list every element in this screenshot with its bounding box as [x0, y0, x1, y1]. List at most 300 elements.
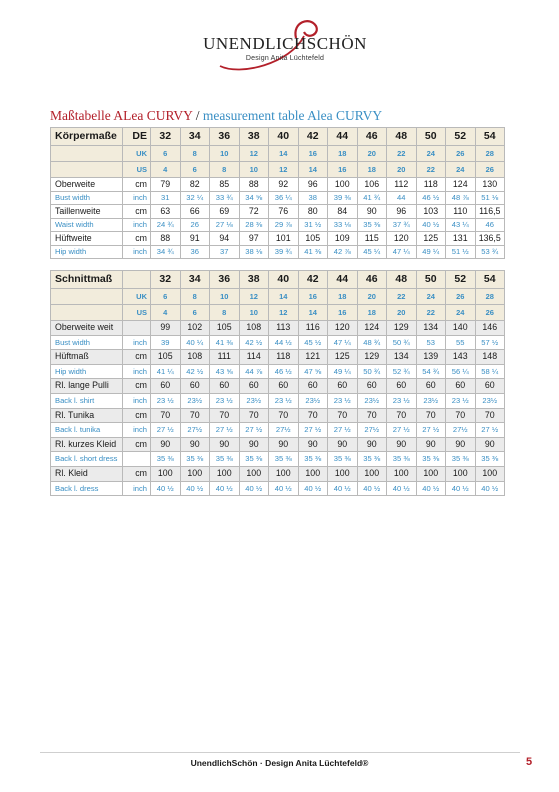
- table-cell: 46: [357, 271, 387, 289]
- table-cell: 41 ⅜: [210, 335, 240, 350]
- table-cell: 100: [298, 466, 328, 481]
- row-unit: inch: [123, 245, 151, 259]
- table-cell: 38: [239, 128, 269, 146]
- table-cell: 34 ¾: [151, 245, 181, 259]
- table-cell: 26: [475, 305, 505, 321]
- table-cell: 43 ¼: [446, 218, 476, 232]
- table-cell: 114: [239, 350, 269, 365]
- table-cell: 48: [387, 271, 417, 289]
- row-label: Hip width: [51, 364, 123, 379]
- table-cell: 57 ½: [475, 335, 505, 350]
- row-unit: [123, 271, 151, 289]
- table-cell: 70: [357, 408, 387, 423]
- row-label: Körpermaße: [51, 128, 123, 146]
- table-row: [51, 191, 505, 205]
- table-cell: 90: [446, 437, 476, 452]
- table-header-row: [51, 289, 505, 305]
- table-cell: 10: [210, 146, 240, 162]
- table-cell: 23½: [239, 393, 269, 408]
- table-cell: 40: [269, 128, 299, 146]
- table-cell: 22: [416, 162, 446, 178]
- table-cell: 35 ⅜: [387, 452, 417, 467]
- table-cell: 51 ½: [446, 245, 476, 259]
- table-cell: 70: [298, 408, 328, 423]
- table-cell: 39: [151, 335, 181, 350]
- table-cell: 100: [387, 466, 417, 481]
- table-cell: 41 ¼: [151, 364, 181, 379]
- page-title: [50, 108, 382, 124]
- row-label: Back l. dress: [51, 481, 123, 496]
- table-cell: 23½: [298, 393, 328, 408]
- row-unit: inch: [123, 481, 151, 496]
- table-row: [51, 481, 505, 496]
- table-cell: 118: [416, 178, 446, 192]
- table-cell: 40 ½: [151, 481, 181, 496]
- table-row: [51, 350, 505, 365]
- table-cell: 100: [180, 466, 210, 481]
- table-cell: 52 ¾: [387, 364, 417, 379]
- table-cell: 60: [239, 379, 269, 394]
- table-cell: 60: [416, 379, 446, 394]
- table-cell: 56 ¼: [446, 364, 476, 379]
- table-cell: 70: [269, 408, 299, 423]
- table-cell: 40 ½: [239, 481, 269, 496]
- table-cell: 120: [328, 321, 358, 336]
- table-cell: 14: [269, 146, 299, 162]
- table-cell: 70: [210, 408, 240, 423]
- table-cell: 90: [387, 437, 417, 452]
- row-label: [51, 289, 123, 305]
- table-cell: 23½: [475, 393, 505, 408]
- table-cell: 27 ⅛: [210, 218, 240, 232]
- row-unit: inch: [123, 335, 151, 350]
- table-cell: 12: [239, 289, 269, 305]
- table-cell: 18: [328, 146, 358, 162]
- table-cell: 91: [180, 232, 210, 246]
- table-cell: 148: [475, 350, 505, 365]
- title-english: measurement table Alea CURVY: [202, 108, 383, 123]
- table-cell: 90: [210, 437, 240, 452]
- table-cell: 4: [151, 162, 181, 178]
- table-cell: 60: [387, 379, 417, 394]
- table-cell: 10: [239, 162, 269, 178]
- table-cell: 40 ½: [446, 481, 476, 496]
- table-cell: 134: [387, 350, 417, 365]
- table-cell: 90: [357, 437, 387, 452]
- row-label: Oberweite: [51, 178, 123, 192]
- table-cell: 24: [446, 162, 476, 178]
- table-cell: 35 ⅜: [210, 452, 240, 467]
- table-cell: 88: [151, 232, 181, 246]
- table-cell: 16: [298, 289, 328, 305]
- table-cell: 143: [446, 350, 476, 365]
- row-label: Bust width: [51, 191, 123, 205]
- row-label: Back l. short dress: [51, 452, 123, 467]
- table-cell: 55: [446, 335, 476, 350]
- table-cell: 35 ⅜: [357, 452, 387, 467]
- table-cell: 23 ½: [446, 393, 476, 408]
- table-cell: 24 ¾: [151, 218, 181, 232]
- page-number: 5: [526, 756, 533, 768]
- table-cell: 88: [239, 178, 269, 192]
- table-cell: 40 ½: [387, 481, 417, 496]
- row-unit: UK: [123, 289, 151, 305]
- table-cell: 27 ½: [151, 423, 181, 438]
- table-cell: 99: [151, 321, 181, 336]
- table-cell: 4: [151, 305, 181, 321]
- table-cell: 44: [387, 191, 417, 205]
- table-cell: 42: [298, 271, 328, 289]
- table-cell: 46: [475, 218, 505, 232]
- table-cell: 22: [387, 146, 417, 162]
- table-cell: 69: [210, 205, 240, 219]
- row-unit: cm: [123, 408, 151, 423]
- table-cell: 35 ⅜: [298, 452, 328, 467]
- table-cell: 23 ½: [151, 393, 181, 408]
- brand-logo: [200, 14, 370, 74]
- table-cell: 16: [328, 162, 358, 178]
- table-row: [51, 321, 505, 336]
- table-cell: 27 ½: [210, 423, 240, 438]
- table-cell: 85: [210, 178, 240, 192]
- table-cell: 79: [151, 178, 181, 192]
- table-cell: 20: [387, 305, 417, 321]
- table-cell: 36: [180, 245, 210, 259]
- table-cell: 23 ½: [269, 393, 299, 408]
- row-label: Rl. Kleid: [51, 466, 123, 481]
- table-cell: 26: [475, 162, 505, 178]
- table-cell: 28: [475, 146, 505, 162]
- table-cell: 101: [269, 232, 299, 246]
- table-cell: 40 ½: [328, 481, 358, 496]
- table-cell: 90: [328, 437, 358, 452]
- table-cell: 29 ⅞: [269, 218, 299, 232]
- table-cell: 70: [328, 408, 358, 423]
- table-cell: 115: [357, 232, 387, 246]
- row-unit: cm: [123, 232, 151, 246]
- table-cell: 70: [180, 408, 210, 423]
- table-cell: 12: [269, 305, 299, 321]
- table-cell: 60: [298, 379, 328, 394]
- table-cell: 90: [151, 437, 181, 452]
- table-cell: 50: [416, 128, 446, 146]
- table-cell: 40 ½: [298, 481, 328, 496]
- table-cell: 60: [475, 379, 505, 394]
- table-cell: 52: [446, 128, 476, 146]
- table-cell: 6: [151, 289, 181, 305]
- table-cell: 45 ½: [298, 335, 328, 350]
- table-cell: 32: [151, 128, 181, 146]
- table-cell: 40 ½: [180, 481, 210, 496]
- table-cell: 6: [180, 162, 210, 178]
- row-unit: US: [123, 162, 151, 178]
- table-cell: 100: [239, 466, 269, 481]
- table-cell: 35 ⅜: [151, 452, 181, 467]
- table-cell: 10: [210, 289, 240, 305]
- table-cell: 50: [416, 271, 446, 289]
- table-cell: 50 ¾: [357, 364, 387, 379]
- table-cell: 63: [151, 205, 181, 219]
- table-cell: 120: [387, 232, 417, 246]
- table-row: [51, 205, 505, 219]
- table-cell: 80: [298, 205, 328, 219]
- table-cell: 100: [151, 466, 181, 481]
- table-cell: 44: [328, 271, 358, 289]
- row-unit: cm: [123, 205, 151, 219]
- table-cell: 70: [239, 408, 269, 423]
- table-cell: 27½: [446, 423, 476, 438]
- table-cell: 23 ½: [210, 393, 240, 408]
- table-cell: 12: [269, 162, 299, 178]
- row-label: Oberweite weit: [51, 321, 123, 336]
- table-cell: 32: [151, 271, 181, 289]
- table-cell: 70: [151, 408, 181, 423]
- table-cell: 20: [357, 289, 387, 305]
- table-cell: 41 ⅜: [298, 245, 328, 259]
- table-cell: 66: [180, 205, 210, 219]
- row-label: Back l. shirt: [51, 393, 123, 408]
- table-cell: 43 ⅝: [210, 364, 240, 379]
- row-label: [51, 162, 123, 178]
- table-cell: 90: [239, 437, 269, 452]
- table-cell: 54 ¾: [416, 364, 446, 379]
- table-cell: 35 ⅜: [475, 452, 505, 467]
- table-cell: 100: [446, 466, 476, 481]
- table-cell: 90: [180, 437, 210, 452]
- table-cell: 31 ½: [298, 218, 328, 232]
- table-cell: 50 ¾: [387, 335, 417, 350]
- table-cell: 24: [416, 289, 446, 305]
- table-cell: 34: [180, 128, 210, 146]
- table-cell: 70: [416, 408, 446, 423]
- table-cell: 36 ¼: [269, 191, 299, 205]
- table-cell: 100: [328, 466, 358, 481]
- row-unit: inch: [123, 393, 151, 408]
- table-cell: 23 ½: [328, 393, 358, 408]
- table-cell: 36: [210, 128, 240, 146]
- table-cell: 54: [475, 271, 505, 289]
- table-cell: 108: [239, 321, 269, 336]
- table-cell: 40 ½: [210, 481, 240, 496]
- row-label: Hüftweite: [51, 232, 123, 246]
- table-cell: 48 ⅞: [446, 191, 476, 205]
- table-cell: 27 ½: [239, 423, 269, 438]
- table-cell: 70: [387, 408, 417, 423]
- table-cell: 51 ⅛: [475, 191, 505, 205]
- row-unit: inch: [123, 191, 151, 205]
- table-header-row: [51, 271, 505, 289]
- table-cell: 23½: [357, 393, 387, 408]
- table-cell: 49 ¼: [328, 364, 358, 379]
- table-cell: 33 ⅛: [328, 218, 358, 232]
- table-cell: 40 ½: [357, 481, 387, 496]
- table-cell: 27 ½: [416, 423, 446, 438]
- table-cell: 131: [446, 232, 476, 246]
- table-cell: 26: [180, 218, 210, 232]
- table-cell: 100: [269, 466, 299, 481]
- table-cell: 92: [269, 178, 299, 192]
- table-cell: 125: [416, 232, 446, 246]
- table-cell: 27 ½: [475, 423, 505, 438]
- row-label: Rl. Tunika: [51, 408, 123, 423]
- table-cell: 23½: [180, 393, 210, 408]
- table-cell: 121: [298, 350, 328, 365]
- table-cell: 90: [475, 437, 505, 452]
- table-header-row: [51, 305, 505, 321]
- table-cell: 118: [269, 350, 299, 365]
- table-cell: 28: [475, 289, 505, 305]
- table-cell: 31: [151, 191, 181, 205]
- table-cell: 10: [239, 305, 269, 321]
- table-cell: 8: [210, 162, 240, 178]
- row-label: Schnittmaß: [51, 271, 123, 289]
- row-unit: cm: [123, 466, 151, 481]
- table-cell: 35 ⅜: [180, 452, 210, 467]
- row-label: Taillenweite: [51, 205, 123, 219]
- logo-wordmark: UNENDLICHSCHÖN: [203, 34, 367, 53]
- table-row: [51, 379, 505, 394]
- table-cell: 96: [298, 178, 328, 192]
- table-cell: 60: [180, 379, 210, 394]
- table-cell: 116,5: [475, 205, 505, 219]
- table-cell: 48 ¾: [357, 335, 387, 350]
- row-label: Bust width: [51, 335, 123, 350]
- table-cell: 42 ½: [180, 364, 210, 379]
- body-measurements-table: [50, 127, 505, 259]
- table-cell: 146: [475, 321, 505, 336]
- table-cell: 35 ⅜: [239, 452, 269, 467]
- table-cell: 52: [446, 271, 476, 289]
- row-unit: inch: [123, 364, 151, 379]
- table-cell: 35 ⅜: [269, 452, 299, 467]
- table-cell: 22: [416, 305, 446, 321]
- table-cell: 40 ½: [269, 481, 299, 496]
- table-cell: 60: [151, 379, 181, 394]
- table-cell: 60: [357, 379, 387, 394]
- table-cell: 110: [446, 205, 476, 219]
- table-cell: 37 ¾: [387, 218, 417, 232]
- table-cell: 14: [298, 162, 328, 178]
- table-cell: 8: [180, 146, 210, 162]
- table-cell: 12: [239, 146, 269, 162]
- table-cell: 16: [298, 146, 328, 162]
- table-cell: 90: [357, 205, 387, 219]
- table-cell: 44 ⅞: [239, 364, 269, 379]
- table-cell: 42 ½: [239, 335, 269, 350]
- table-cell: 60: [269, 379, 299, 394]
- table-cell: 90: [269, 437, 299, 452]
- table-cell: 35 ⅜: [416, 452, 446, 467]
- table-row: [51, 245, 505, 259]
- table-cell: 33 ¾: [210, 191, 240, 205]
- table-cell: 40 ¼: [180, 335, 210, 350]
- row-label: [51, 305, 123, 321]
- table-cell: 105: [151, 350, 181, 365]
- table-cell: 58 ¼: [475, 364, 505, 379]
- table-cell: 100: [416, 466, 446, 481]
- table-cell: 60: [446, 379, 476, 394]
- row-label: Hüftmaß: [51, 350, 123, 365]
- table-cell: 26: [446, 289, 476, 305]
- table-cell: 54: [475, 128, 505, 146]
- footer-text: UnendlichSchön · Design Anita Lüchtefeld®: [190, 758, 369, 768]
- row-unit: UK: [123, 146, 151, 162]
- table-cell: 48: [387, 128, 417, 146]
- table-cell: 6: [151, 146, 181, 162]
- table-cell: 84: [328, 205, 358, 219]
- table-cell: 53: [416, 335, 446, 350]
- table-cell: 27½: [357, 423, 387, 438]
- table-cell: 8: [180, 289, 210, 305]
- table-cell: 37: [210, 245, 240, 259]
- table-cell: 46 ½: [416, 191, 446, 205]
- table-cell: 39 ⅜: [328, 191, 358, 205]
- table-row: [51, 178, 505, 192]
- table-cell: 76: [269, 205, 299, 219]
- table-cell: 44: [328, 128, 358, 146]
- table-cell: 90: [298, 437, 328, 452]
- table-cell: 35 ⅜: [357, 218, 387, 232]
- table-cell: 34 ⅝: [239, 191, 269, 205]
- table-cell: 102: [180, 321, 210, 336]
- table-cell: 125: [328, 350, 358, 365]
- table-cell: 106: [357, 178, 387, 192]
- row-unit: cm: [123, 379, 151, 394]
- table-row: [51, 364, 505, 379]
- table-header-row: [51, 128, 505, 146]
- row-unit: inch: [123, 423, 151, 438]
- table-cell: 113: [269, 321, 299, 336]
- table-cell: 60: [328, 379, 358, 394]
- table-cell: 27 ½: [328, 423, 358, 438]
- table-cell: 44 ½: [269, 335, 299, 350]
- table-cell: 100: [357, 466, 387, 481]
- table-cell: 6: [180, 305, 210, 321]
- table-cell: 60: [210, 379, 240, 394]
- table-cell: 18: [357, 162, 387, 178]
- table-cell: 26: [446, 146, 476, 162]
- table-cell: 129: [357, 350, 387, 365]
- row-unit: cm: [123, 178, 151, 192]
- table-cell: 40 ½: [475, 481, 505, 496]
- table-cell: 94: [210, 232, 240, 246]
- table-cell: 109: [328, 232, 358, 246]
- row-unit: cm: [123, 437, 151, 452]
- table-cell: 53 ¾: [475, 245, 505, 259]
- table-header-row: [51, 162, 505, 178]
- table-cell: 41 ¾: [357, 191, 387, 205]
- table-cell: 36: [210, 271, 240, 289]
- table-row: [51, 335, 505, 350]
- table-cell: 46 ½: [269, 364, 299, 379]
- table-cell: 40 ½: [416, 218, 446, 232]
- table-cell: 100: [328, 178, 358, 192]
- table-cell: 16: [328, 305, 358, 321]
- table-cell: 39 ¾: [269, 245, 299, 259]
- table-cell: 49 ¼: [416, 245, 446, 259]
- table-cell: 18: [357, 305, 387, 321]
- table-header-row: [51, 146, 505, 162]
- table-row: [51, 408, 505, 423]
- table-cell: 27 ½: [298, 423, 328, 438]
- table-cell: 97: [239, 232, 269, 246]
- table-cell: 24: [446, 305, 476, 321]
- table-row: [51, 437, 505, 452]
- table-cell: 27½: [180, 423, 210, 438]
- row-unit: DE: [123, 128, 151, 146]
- row-label: Rl. kurzes Kleid: [51, 437, 123, 452]
- row-unit: US: [123, 305, 151, 321]
